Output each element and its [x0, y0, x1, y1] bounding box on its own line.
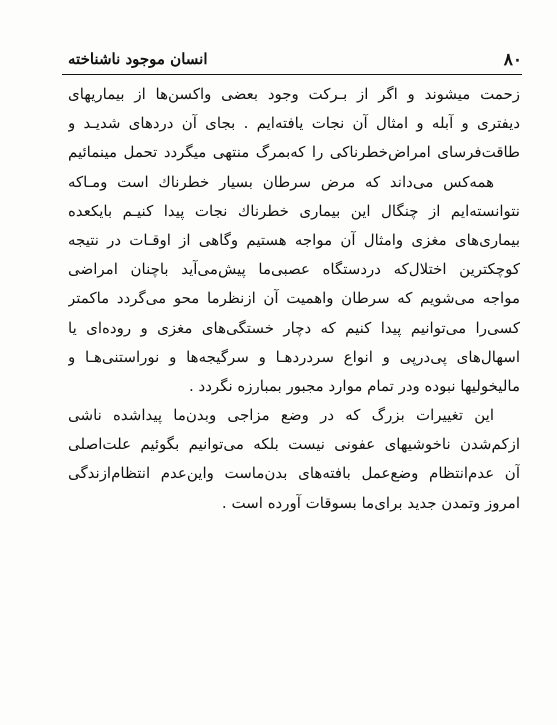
text-line: زحمت میشوند و اگر از بـرکت وجود بعضی واکسن‌ها از بیماریهای [68, 85, 520, 103]
running-title: انسان موجود ناشناخته [68, 50, 208, 68]
text-line: مالیخولیها نبوده ودر تمام موارد مجبور بمبارزه نگردد . [189, 376, 520, 395]
text-line: بیماری‌های مغزی وامثال آن مواجه هستیم وگاهی از اوقـات در نتیجه [68, 230, 520, 249]
page-header [62, 44, 522, 74]
text-line: آن عدم‌انتظام وضع‌عمل بافته‌های بدن‌ماست واین‌عدم انتظام‌ازندگی [68, 464, 520, 483]
text-line: اسهال‌های پی‌درپی و انواع سردردهـا و سرگیجه‌ها و نوراستنی‌هـا و [68, 347, 520, 366]
page-number: ۸۰ [503, 50, 522, 70]
text-line: دیفتری و آبله و امثال آن نجات یافته‌ایم . بجای آن دردهای شدیـد و [68, 114, 520, 133]
text-line: کسی‌را می‌توانیم پیدا کنیم که دچار خستگی‌های مغزی و روده‌ای یا [68, 318, 520, 337]
text-line: طاقت‌فرسای امراض‌خطرناکی را که‌بمرگ منتهی میگردد تحمل مینمائیم [68, 143, 520, 162]
text-line: امروز وتمدن جدید برای‌ما بسوقات آورده است . [221, 493, 520, 512]
text-line: مواجه می‌شویم که سرطان واهمیت آن ازنظرما محو می‌گردد ماکمتر [68, 289, 520, 308]
body-text [68, 80, 520, 518]
text-line: ازکم‌شدن ناخوشیهای عفونی نیست بلکه می‌توانیم بگوئیم علت‌اصلی [68, 435, 520, 454]
text-line: همه‌کس می‌داند که مرض سرطان بسیار خطرناك است ومـا‌که [68, 172, 494, 191]
text-line: کوچکترین اختلال‌که دردستگاه عصبی‌ما پیش‌می‌آید باچنان امراضی [68, 260, 520, 279]
text-line: نتوانسته‌ایم از چنگال این بیماری خطرناك نجات پیدا کنیـم بایکعده [68, 201, 520, 220]
text-line: این تغییرات بزرگ که در وضع مزاجی وبدن‌ما پیداشده ناشی [68, 406, 494, 425]
header-rule [62, 74, 522, 75]
